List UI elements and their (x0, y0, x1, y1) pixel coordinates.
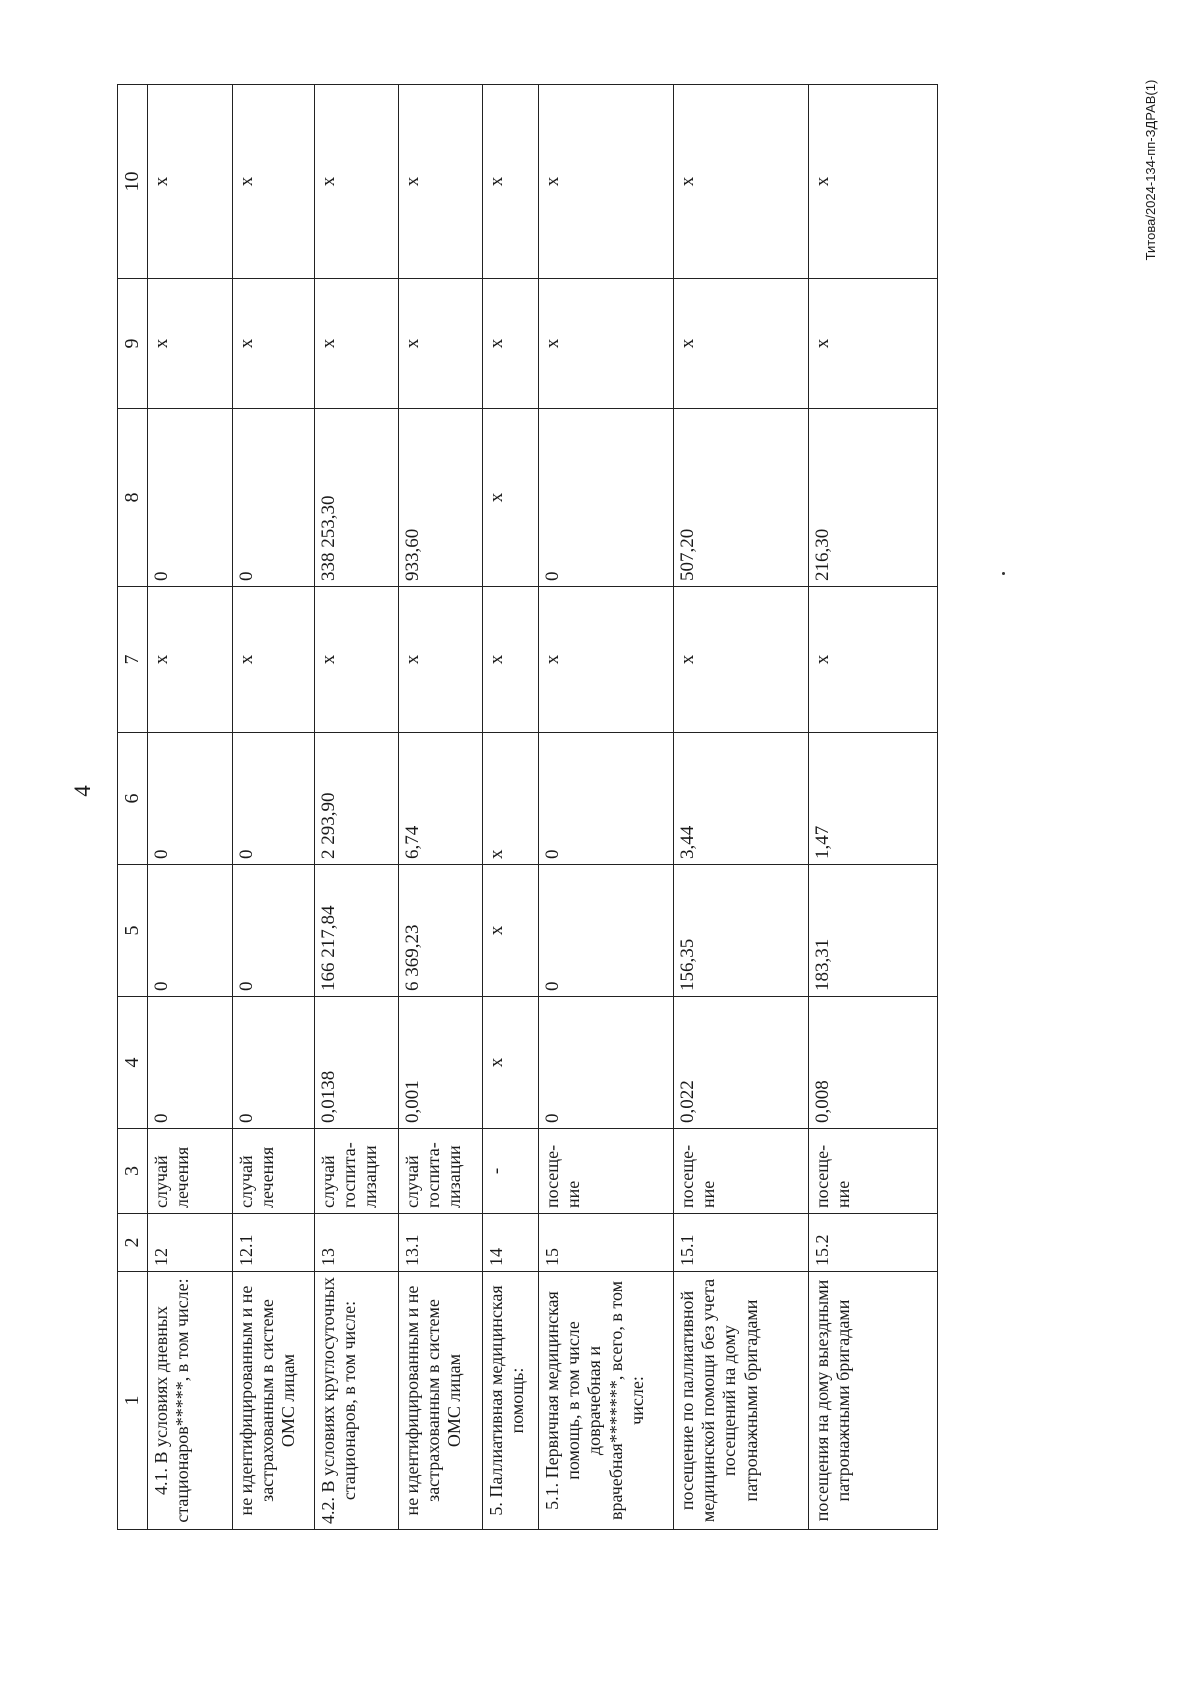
column-number: 5 (118, 865, 148, 997)
table-row (539, 85, 674, 1530)
row-code: 15.2 (809, 1214, 938, 1272)
value-cell: х (399, 85, 483, 279)
table-row (809, 85, 938, 1530)
row-description: не идентифицированным и не застрахованным в системе ОМС лицам (399, 1272, 483, 1530)
column-number: 1 (118, 1272, 148, 1530)
column-number-row (118, 85, 148, 1530)
value-cell: 183,31 (809, 865, 938, 997)
value-cell: 0,008 (809, 997, 938, 1129)
value-cell: х (233, 587, 315, 733)
value-cell: х (483, 865, 539, 997)
value-cell: х (674, 587, 809, 733)
row-description: 5. Паллиативная медицинская помощь: (483, 1272, 539, 1530)
column-number: 6 (118, 733, 148, 865)
table-row (148, 85, 233, 1530)
value-cell: х (809, 587, 938, 733)
value-cell: х (809, 279, 938, 409)
value-cell: 0 (148, 997, 233, 1129)
unit-of-measure: случай госпита-лизации (315, 1129, 399, 1214)
column-number: 4 (118, 997, 148, 1129)
value-cell: 507,20 (674, 409, 809, 587)
unit-of-measure: посеще-ние (809, 1129, 938, 1214)
row-description: не идентифицированным и не застрахованным в системе ОМС лицам (233, 1272, 315, 1530)
value-cell: 6,74 (399, 733, 483, 865)
value-cell: х (539, 587, 674, 733)
value-cell: 0 (148, 865, 233, 997)
row-code: 15 (539, 1214, 674, 1272)
value-cell: х (483, 85, 539, 279)
value-cell: х (674, 279, 809, 409)
value-cell: 166 217,84 (315, 865, 399, 997)
value-cell: 156,35 (674, 865, 809, 997)
row-description: посещение по паллиативной медицинской помощи без учета посещений на дому патронажными бригадами (674, 1272, 809, 1530)
row-description: посещения на дому выездными патронажными бригадами (809, 1272, 938, 1530)
row-code: 13 (315, 1214, 399, 1272)
value-cell: 6 369,23 (399, 865, 483, 997)
value-cell: 0 (539, 409, 674, 587)
table-row (399, 85, 483, 1530)
value-cell: 2 293,90 (315, 733, 399, 865)
scan-speck (1002, 572, 1005, 575)
table-row (483, 85, 539, 1530)
row-description: 4.1. В условиях дневных стационаров*****, в том числе: (148, 1272, 233, 1530)
unit-of-measure: - (483, 1129, 539, 1214)
value-cell: х (148, 587, 233, 733)
row-description: 4.2. В условиях круглосуточных стационаров, в том числе: (315, 1272, 399, 1530)
column-number: 3 (118, 1129, 148, 1214)
value-cell: 0 (539, 997, 674, 1129)
value-cell: 1,47 (809, 733, 938, 865)
row-code: 14 (483, 1214, 539, 1272)
table-row (233, 85, 315, 1530)
value-cell: 216,30 (809, 409, 938, 587)
page-number: 4 (70, 785, 95, 797)
table-row (674, 85, 809, 1530)
unit-of-measure: случай госпита-лизации (399, 1129, 483, 1214)
value-cell: х (539, 85, 674, 279)
rotated-table-container (117, 85, 937, 1530)
row-code: 12 (148, 1214, 233, 1272)
value-cell: х (809, 85, 938, 279)
value-cell: 933,60 (399, 409, 483, 587)
column-number: 8 (118, 409, 148, 587)
value-cell: 0 (148, 733, 233, 865)
row-code: 13.1 (399, 1214, 483, 1272)
value-cell: х (399, 279, 483, 409)
value-cell: 0,001 (399, 997, 483, 1129)
value-cell: х (483, 279, 539, 409)
row-code: 12.1 (233, 1214, 315, 1272)
value-cell: 0 (539, 733, 674, 865)
column-number: 2 (118, 1214, 148, 1272)
value-cell: х (674, 85, 809, 279)
column-number: 7 (118, 587, 148, 733)
value-cell: х (483, 409, 539, 587)
value-cell: х (233, 279, 315, 409)
value-cell: х (315, 279, 399, 409)
value-cell: 338 253,30 (315, 409, 399, 587)
unit-of-measure: случай лечения (233, 1129, 315, 1214)
value-cell: 0 (233, 733, 315, 865)
financing-norms-table (117, 84, 938, 1530)
document-reference: Титова/2024-134-пп-ЗДРАВ(1) (1143, 79, 1158, 261)
value-cell: 0,022 (674, 997, 809, 1129)
unit-of-measure: случай лечения (148, 1129, 233, 1214)
table-row (315, 85, 399, 1530)
value-cell: х (315, 85, 399, 279)
value-cell: х (483, 997, 539, 1129)
value-cell: х (483, 733, 539, 865)
value-cell: х (233, 85, 315, 279)
value-cell: х (539, 279, 674, 409)
value-cell: х (148, 279, 233, 409)
column-number: 9 (118, 279, 148, 409)
value-cell: х (399, 587, 483, 733)
value-cell: 0 (148, 409, 233, 587)
value-cell: 0,0138 (315, 997, 399, 1129)
value-cell: х (148, 85, 233, 279)
value-cell: х (315, 587, 399, 733)
value-cell: 0 (233, 865, 315, 997)
row-description: 5.1. Первичная медицинская помощь, в том числе доврачебная и врачебная*******, всего, в том числе: (539, 1272, 674, 1530)
unit-of-measure: посеще-ние (539, 1129, 674, 1214)
value-cell: 0 (233, 409, 315, 587)
value-cell: х (483, 587, 539, 733)
value-cell: 3,44 (674, 733, 809, 865)
value-cell: 0 (539, 865, 674, 997)
unit-of-measure: посеще-ние (674, 1129, 809, 1214)
row-code: 15.1 (674, 1214, 809, 1272)
value-cell: 0 (233, 997, 315, 1129)
column-number: 10 (118, 85, 148, 279)
